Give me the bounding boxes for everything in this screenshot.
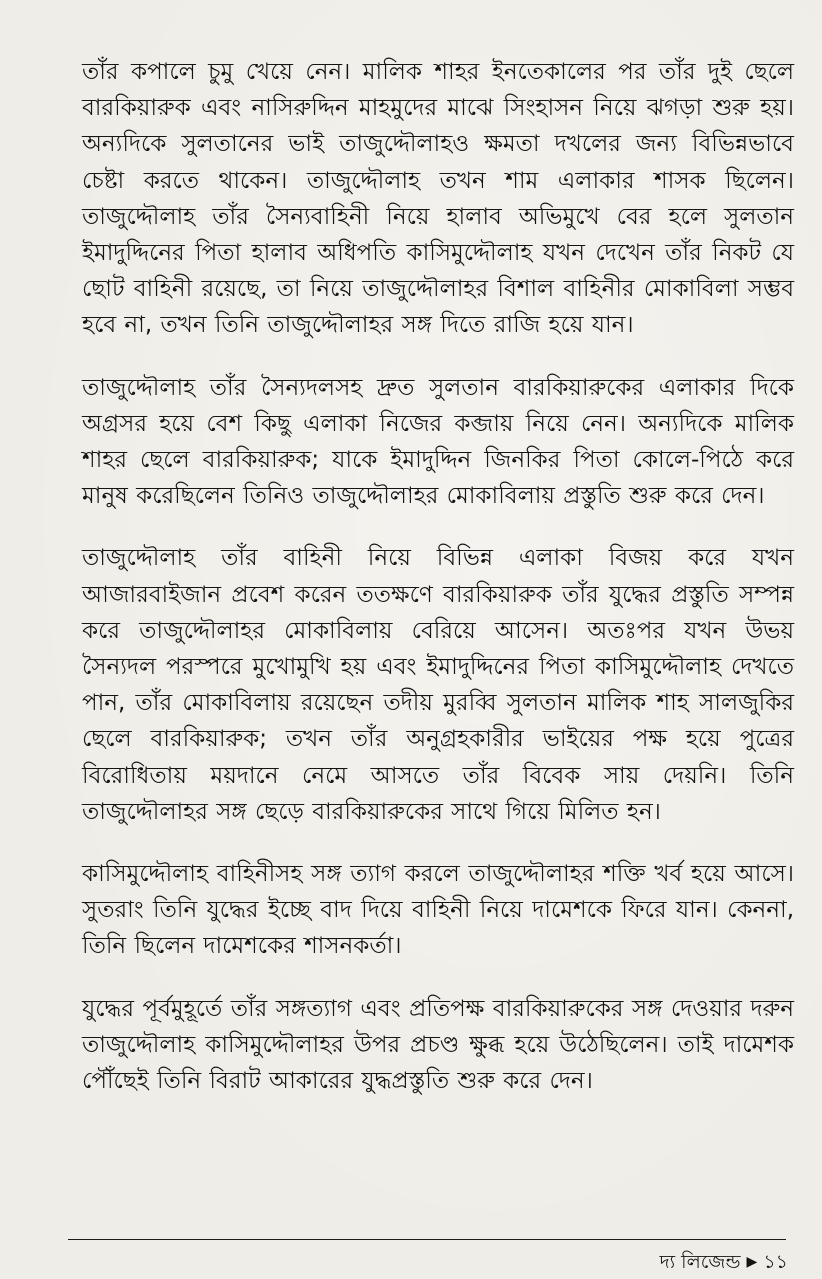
book-title: দ্য লিজেন্ড xyxy=(659,1251,741,1273)
paragraph-4: কাসিমুদ্দৌলাহ বাহিনীসহ সঙ্গ ত্যাগ করলে তাজুদ্দৌলাহর শক্তি খর্ব হয়ে আসে। সুতরাং তিনি যুদ্ধের ইচ্ছে বাদ দিয়ে বাহিনী নিয়ে দামেশকে ফিরে যান। কেননা, তিনি ছিলেন দামেশকের শাসনকর্তা। xyxy=(82,861,794,960)
paragraph-3: তাজুদ্দৌলাহ তাঁর বাহিনী নিয়ে বিভিন্ন এলাকা বিজয় করে যখন আজারবাইজান প্রবেশ করেন ততক্ষণে বারকিয়ারুক তাঁর যুদ্ধের প্রস্তুতি সম্পন্ন করে তাজুদ্দৌলাহর মোকাবিলায় বেরিয়ে আসেন। অতঃপর যখন উভয় সৈন্যদল পরস্পরে মুখোমুখি হয় এবং ইমাদুদ্দিনের পিতা কাসিমুদ্দৌলাহ দেখতে পান, তাঁর মোকাবিলায় রয়েছেন তদীয় মুরব্বি সুলতান মালিক শাহ সালজুকির ছেলে বারকিয়ারুক; তখন তাঁর অনুগ্রহকারীর ভাইয়ের পক্ষ হয়ে পুত্রের বিরোধিতায় ময়দানে নেমে আসতে তাঁর বিবেক সায় দেয়নি। তিনি তাজুদ্দৌলাহর সঙ্গ ছেড়ে বারকিয়ারুকের সাথে গিয়ে মিলিত হন। xyxy=(82,545,794,825)
paragraph-5: যুদ্ধের পূর্বমুহূর্তে তাঁর সঙ্গত্যাগ এবং প্রতিপক্ষ বারকিয়ারুকের সঙ্গ দেওয়ার দরুন তাজুদ্দৌলাহ কাসিমুদ্দৌলাহর উপর প্রচণ্ড ক্ষুব্ধ হয়ে উঠেছিলেন। তাই দামেশক পৌঁছেই তিনি বিরাট আকারের যুদ্ধপ্রস্তুতি শুরু করে দেন। xyxy=(82,995,794,1095)
right-triangle-icon: ▶ xyxy=(746,1254,758,1270)
footer-divider xyxy=(68,1239,786,1240)
paragraph-2: তাজুদ্দৌলাহ তাঁর সৈন্যদলসহ দ্রুত সুলতান বারকিয়ারুকের এলাকার দিকে অগ্রসর হয়ে বেশ কিছু এলাকা নিজের কব্জায় নিয়ে নেন। অন্যদিকে মালিক শাহর ছেলে বারকিয়ারুক; যাকে ইমাদুদ্দিন জিনকির পিতা কোলে-পিঠে করে মানুষ করেছিলেন তিনিও তাজুদ্দৌলাহর মোকাবিলায় প্রস্তুতি শুরু করে দেন। xyxy=(82,374,794,510)
paragraph-1: তাঁর কপালে চুমু খেয়ে নেন। মালিক শাহর ইনতেকালের পর তাঁর দুই ছেলে বারকিয়ারুক এবং নাসিরুদ্দিন মাহমুদের মাঝে সিংহাসন নিয়ে ঝগড়া শুরু হয়। অন্যদিকে সুলতানের ভাই তাজুদ্দৌলাহও ক্ষমতা দখলের জন্য বিভিন্নভাবে চেষ্টা করতে থাকেন। তাজুদ্দৌলাহ তখন শাম এলাকার শাসক ছিলেন। তাজুদ্দৌলাহ তাঁর সৈন্যবাহিনী নিয়ে হালাব অভিমুখে বের হলে সুলতান ইমাদুদ্দিনের পিতা হালাব অধিপতি কাসিমুদ্দৌলাহ যখন দেখেন তাঁর নিকট যে ছোট বাহিনী রয়েছে, তা নিয়ে তাজুদ্দৌলাহর বিশাল বাহিনীর মোকাবিলা সম্ভব হবে না, তখন তিনি তাজুদ্দৌলাহর সঙ্গ দিতে রাজি হয়ে যান। xyxy=(82,59,794,339)
page-footer xyxy=(660,1250,788,1274)
page-number: ১১ xyxy=(763,1251,788,1273)
body-text xyxy=(82,54,794,1125)
